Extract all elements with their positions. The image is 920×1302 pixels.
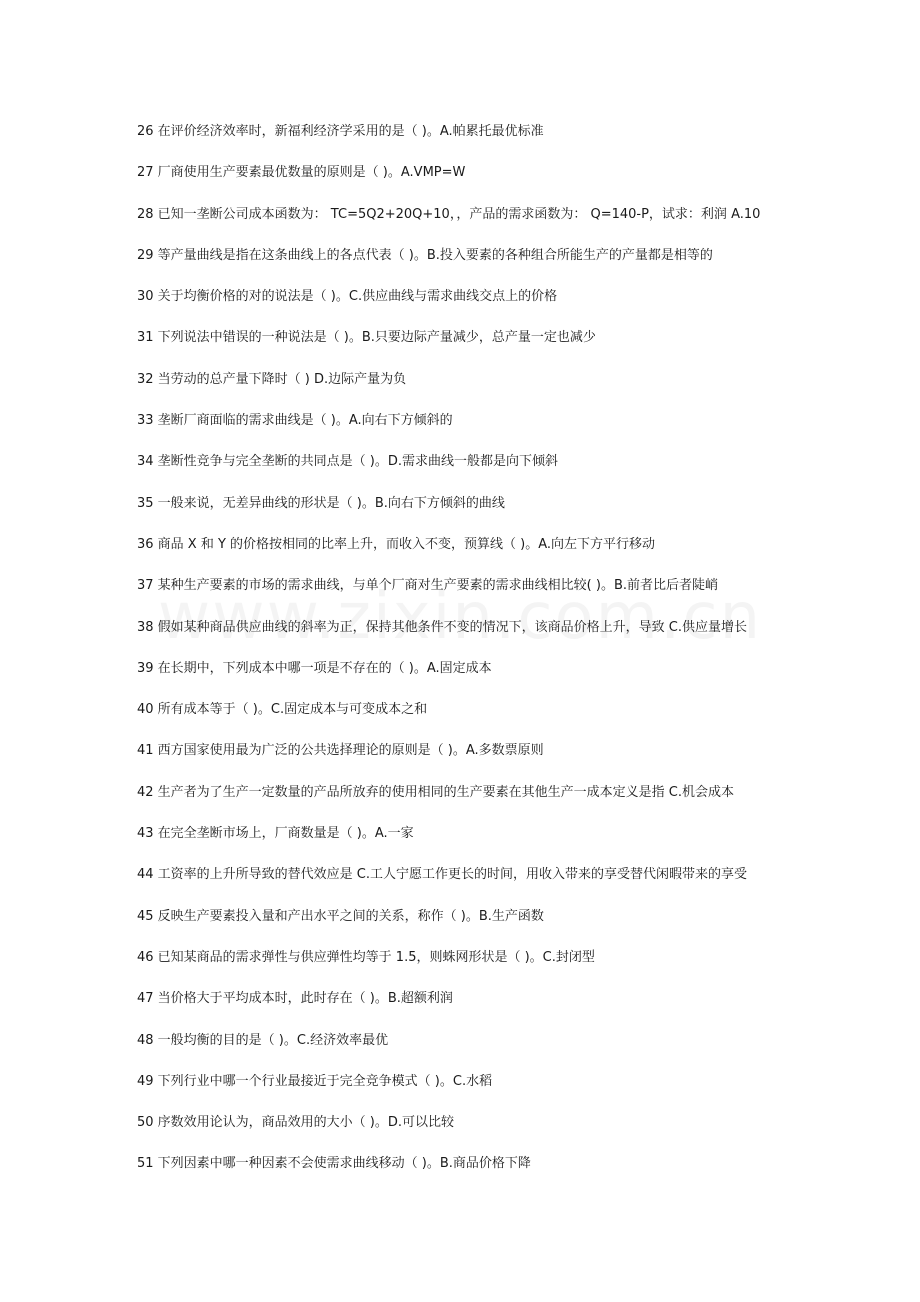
question-line: 39 在长期中，下列成本中哪一项是不存在的（ )。A.固定成本 bbox=[137, 660, 492, 676]
question-line: 35 一般来说，无差异曲线的形状是（ )。B.向右下方倾斜的曲线 bbox=[137, 495, 505, 511]
question-line: 44 工资率的上升所导致的替代效应是 C.工人宁愿工作更长的时间，用收入带来的享受替代闲暇带来的享受 bbox=[137, 867, 748, 883]
question-line: 30 关于均衡价格的对的说法是（ )。C.供应曲线与需求曲线交点上的价格 bbox=[137, 289, 558, 305]
question-line: 27 厂商使用生产要素最优数量的原则是（ )。A.VMP=W bbox=[137, 165, 466, 181]
question-line: 40 所有成本等于（ )。C.固定成本与可变成本之和 bbox=[137, 702, 428, 718]
question-line: 32 当劳动的总产量下降时（ ) D.边际产量为负 bbox=[137, 371, 407, 387]
question-line: 33 垄断厂商面临的需求曲线是（ )。A.向右下方倾斜的 bbox=[137, 413, 453, 429]
question-line: 51 下列因素中哪一种因素不会使需求曲线移动（ )。B.商品价格下降 bbox=[137, 1156, 531, 1172]
question-line: 38 假如某种商品供应曲线的斜率为正，保持其他条件不变的情况下，该商品价格上升，导致 C.供应量增长 bbox=[137, 619, 748, 635]
question-line: 37 某种生产要素的市场的需求曲线，与单个厂商对生产要素的需求曲线相比较( )。B.前者比后者陡峭 bbox=[137, 578, 719, 594]
question-list bbox=[137, 118, 897, 1192]
question-line: 45 反映生产要素投入量和产出水平之间的关系，称作（ )。B.生产函数 bbox=[137, 908, 544, 924]
question-line: 36 商品 X 和 Y 的价格按相同的比率上升，而收入不变，预算线（ )。A.向左下方平行移动 bbox=[137, 536, 656, 552]
question-line: 48 一般均衡的目的是（ )。C.经济效率最优 bbox=[137, 1032, 389, 1048]
question-line: 28 已知一垄断公司成本函数为： TC=5Q2+20Q+10，，产品的需求函数为： Q=140-P，试求：利润 A.10 bbox=[137, 206, 761, 222]
question-line: 46 已知某商品的需求弹性与供应弹性均等于 1.5，则蛛网形状是（ )。C.封闭型 bbox=[137, 949, 595, 965]
question-line: 50 序数效用论认为，商品效用的大小（ )。D.可以比较 bbox=[137, 1115, 455, 1131]
question-line: 34 垄断性竞争与完全垄断的共同点是（ )。D.需求曲线一般都是向下倾斜 bbox=[137, 454, 559, 470]
question-line: 41 西方国家使用最为广泛的公共选择理论的原则是（ )。A.多数票原则 bbox=[137, 743, 544, 759]
question-line: 42 生产者为了生产一定数量的产品所放弃的使用相同的生产要素在其他生产一成本定义是指 C.机会成本 bbox=[137, 784, 735, 800]
question-line: 47 当价格大于平均成本时，此时存在（ )。B.超额利润 bbox=[137, 991, 453, 1007]
question-line: 29 等产量曲线是指在这条曲线上的各点代表（ )。B.投入要素的各种组合所能生产的产量都是相等的 bbox=[137, 247, 713, 263]
question-line: 31 下列说法中错误的一种说法是（ )。B.只要边际产量减少，总产量一定也减少 bbox=[137, 330, 596, 346]
question-line: 49 下列行业中哪一个行业最接近于完全竞争模式（ )。C.水稻 bbox=[137, 1073, 493, 1089]
question-line: 26 在评价经济效率时，新福利经济学采用的是（ )。A.帕累托最优标准 bbox=[137, 124, 544, 139]
question-line: 43 在完全垄断市场上，厂商数量是（ )。A.一家 bbox=[137, 826, 414, 842]
